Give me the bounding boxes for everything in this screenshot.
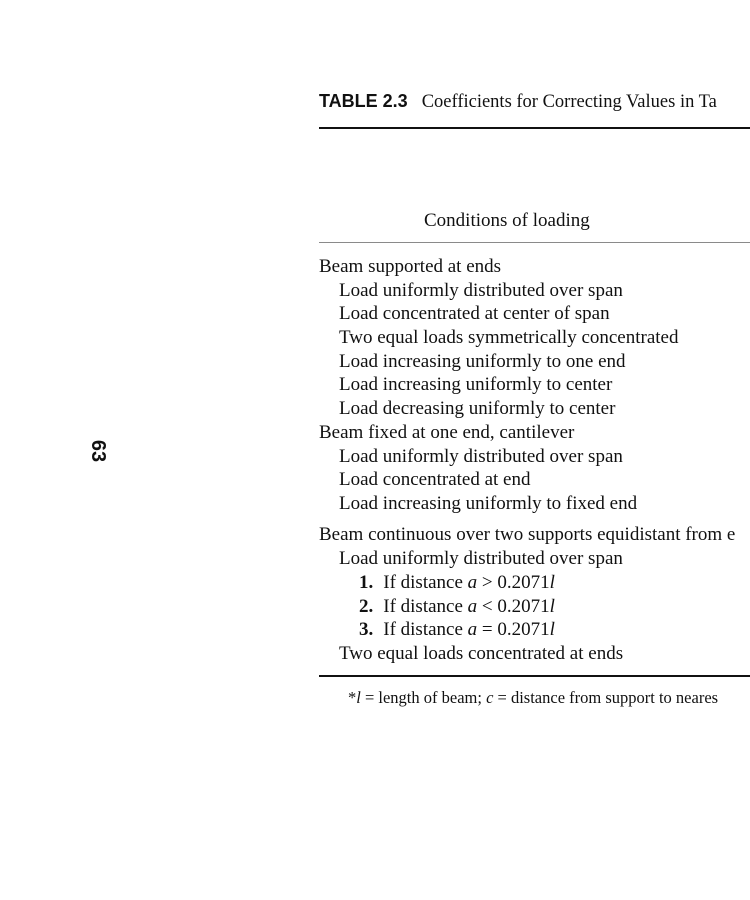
variable-a: a <box>467 596 478 617</box>
condition-text: If distance <box>383 572 463 593</box>
table-row: Two equal loads symmetrically concentrated <box>339 327 679 348</box>
item-number: 2. <box>359 596 374 617</box>
variable-a: a <box>467 572 478 593</box>
table-row: Beam supported at ends <box>319 256 502 277</box>
operator: = <box>481 619 493 640</box>
table-label: TABLE 2.3 <box>319 91 408 111</box>
variable-l: l <box>549 619 555 640</box>
footnote-var-c: c <box>486 688 494 707</box>
condition-text: If distance <box>383 596 463 617</box>
item-number: 1. <box>359 572 374 593</box>
table-caption <box>319 88 717 115</box>
table-footnote <box>348 687 718 709</box>
footnote-star: * <box>348 688 357 707</box>
table-title: Coefficients for Correcting Values in Ta <box>421 92 717 112</box>
variable-a: a <box>467 619 478 640</box>
threshold-value: 0.2071 <box>497 596 550 617</box>
table-row: Load increasing uniformly to one end <box>339 351 626 372</box>
table-row: Load concentrated at end <box>339 469 531 490</box>
footnote-text-1: = length of beam; <box>360 688 487 707</box>
page-number: 63 <box>87 439 109 463</box>
table-row: Load decreasing uniformly to center <box>339 398 616 419</box>
table-top-rule <box>319 127 750 129</box>
item-number: 3. <box>359 619 374 640</box>
operator: < <box>481 596 493 617</box>
table-row: Load uniformly distributed over span <box>339 548 623 569</box>
table-bottom-rule <box>319 675 750 677</box>
header-rule <box>319 242 750 243</box>
table-row-condition-2 <box>359 595 555 619</box>
table-row: Load increasing uniformly to fixed end <box>339 493 638 514</box>
table-row: Beam continuous over two supports equidistant from e <box>319 524 736 545</box>
footnote-var-l: l <box>356 688 361 707</box>
column-header-conditions: Conditions of loading <box>424 210 590 231</box>
table-row: Load uniformly distributed over span <box>339 280 623 301</box>
table-row: Beam fixed at one end, cantilever <box>319 422 575 443</box>
condition-text: If distance <box>383 619 463 640</box>
operator: > <box>481 572 493 593</box>
table-row: Load concentrated at center of span <box>339 303 610 324</box>
footnote-text-2: = distance from support to neares <box>493 688 719 707</box>
threshold-value: 0.2071 <box>497 619 550 640</box>
variable-l: l <box>549 596 555 617</box>
variable-l: l <box>549 572 555 593</box>
threshold-value: 0.2071 <box>497 572 550 593</box>
table-row: Load uniformly distributed over span <box>339 446 623 467</box>
table-row-condition-3 <box>359 618 555 642</box>
table-row: Load increasing uniformly to center <box>339 374 613 395</box>
table-row-condition-1 <box>359 571 555 595</box>
table-row: Two equal loads concentrated at ends <box>339 643 624 664</box>
